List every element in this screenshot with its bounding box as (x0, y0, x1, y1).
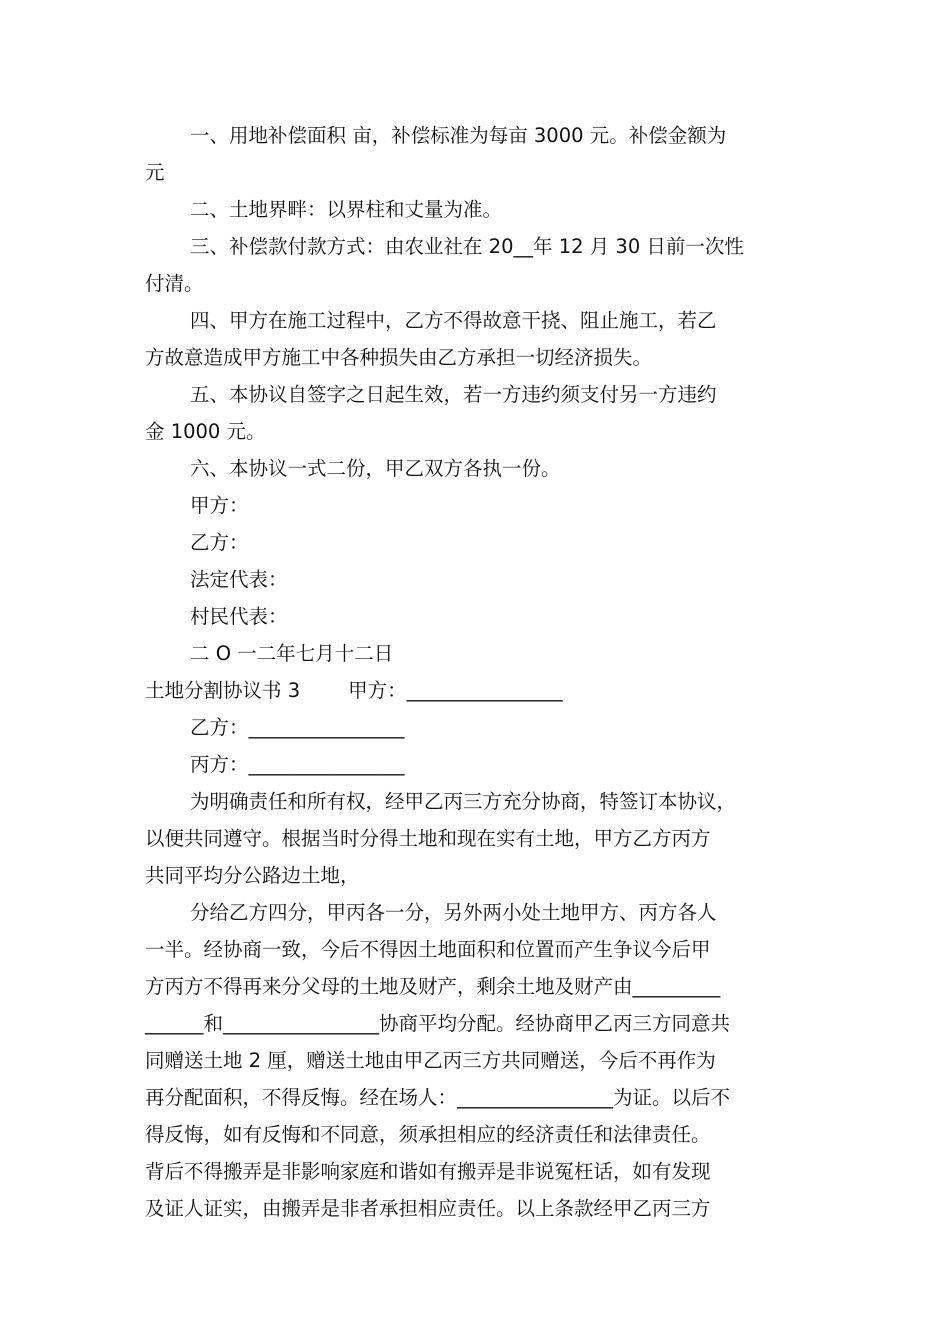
clause-1 (145, 117, 808, 191)
text-line: 共同平均分公路边土地， (145, 864, 360, 887)
section-heading-row (145, 672, 808, 709)
text-line: 再分配面积，不得反悔。经在场人：________________为证。以后不 (145, 1086, 731, 1109)
signature-legal-rep (145, 561, 808, 598)
text-line: 分给乙方四分，甲丙各一分，另外两小处土地甲方、丙方各人 (190, 901, 717, 924)
party-a-field: 甲方：________________ (348, 679, 563, 702)
text-line: 付清。 (145, 272, 204, 295)
text-line: 村民代表： (190, 605, 288, 628)
text-line: 二、土地界畔：以界柱和丈量为准。 (190, 198, 503, 221)
text-line: 甲方： (190, 494, 249, 517)
clause-3 (145, 228, 808, 302)
text-line: 二 O 一二年七月十二日 (190, 642, 394, 665)
text-line: 元 (145, 161, 165, 184)
signature-party-a (145, 487, 808, 524)
text-line: 四、甲方在施工过程中，乙方不得故意干挠、阻止施工，若乙 (190, 309, 717, 332)
text-line: 乙方： (190, 531, 249, 554)
text-line: 一半。经协商一致，今后不得因土地面积和位置而产生争议今后甲 (145, 938, 711, 961)
text-line: 五、本协议自签字之日起生效，若一方违约须支付另一方违约 (190, 383, 717, 406)
text-line: 方故意造成甲方施工中各种损失由乙方承担一切经济损失。 (145, 346, 653, 369)
signing-date (145, 635, 808, 672)
clause-4 (145, 302, 808, 376)
text-line: 法定代表： (190, 568, 288, 591)
text-line: 一、用地补偿面积 亩，补偿标准为每亩 3000 元。补偿金额为 (190, 124, 727, 147)
text-line: 方丙方不得再来分父母的土地及财产，剩余土地及财产由_________ (145, 975, 721, 998)
agreement-paragraph-2 (145, 894, 808, 1227)
text-line: 为明确责任和所有权，经甲乙丙三方充分协商，特签订本协议， (190, 790, 737, 813)
signature-party-b (145, 524, 808, 561)
text-line: 以便共同遵守。根据当时分得土地和现在实有土地，甲方乙方丙方 (145, 827, 711, 850)
heading-line (145, 672, 808, 709)
clause-5 (145, 376, 808, 450)
party-b-field: 乙方：________________ (190, 716, 405, 739)
text-line: 金 1000 元。 (145, 420, 266, 443)
text-line: 三、补偿款付款方式：由农业社在 20__年 12 月 30 日前一次性 (190, 235, 744, 258)
section-title: 土地分割协议书 3 (145, 679, 301, 702)
clause-6 (145, 450, 808, 487)
party-c-field: 丙方：________________ (190, 753, 405, 776)
text-line: 六、本协议一式二份，甲乙双方各执一份。 (190, 457, 561, 480)
clause-2 (145, 191, 808, 228)
text-line: 同赠送土地 2 厘，赠送土地由甲乙丙三方共同赠送，今后不再作为 (145, 1049, 716, 1072)
text-line: 得反悔，如有反悔和不同意，须承担相应的经济责任和法律责任。 (145, 1123, 711, 1146)
party-c-row (145, 746, 808, 783)
agreement-paragraph-1 (145, 783, 808, 894)
text-line: ______和________________协商平均分配。经协商甲乙丙三方同意共 (145, 1012, 731, 1035)
text-line: 及证人证实，由搬弄是非者承担相应责任。以上条款经甲乙丙三方 (145, 1197, 711, 1220)
text-line: 背后不得搬弄是非影响家庭和谐如有搬弄是非说冤枉话，如有发现 (145, 1160, 711, 1183)
signature-villager-rep (145, 598, 808, 635)
party-b-row (145, 709, 808, 746)
